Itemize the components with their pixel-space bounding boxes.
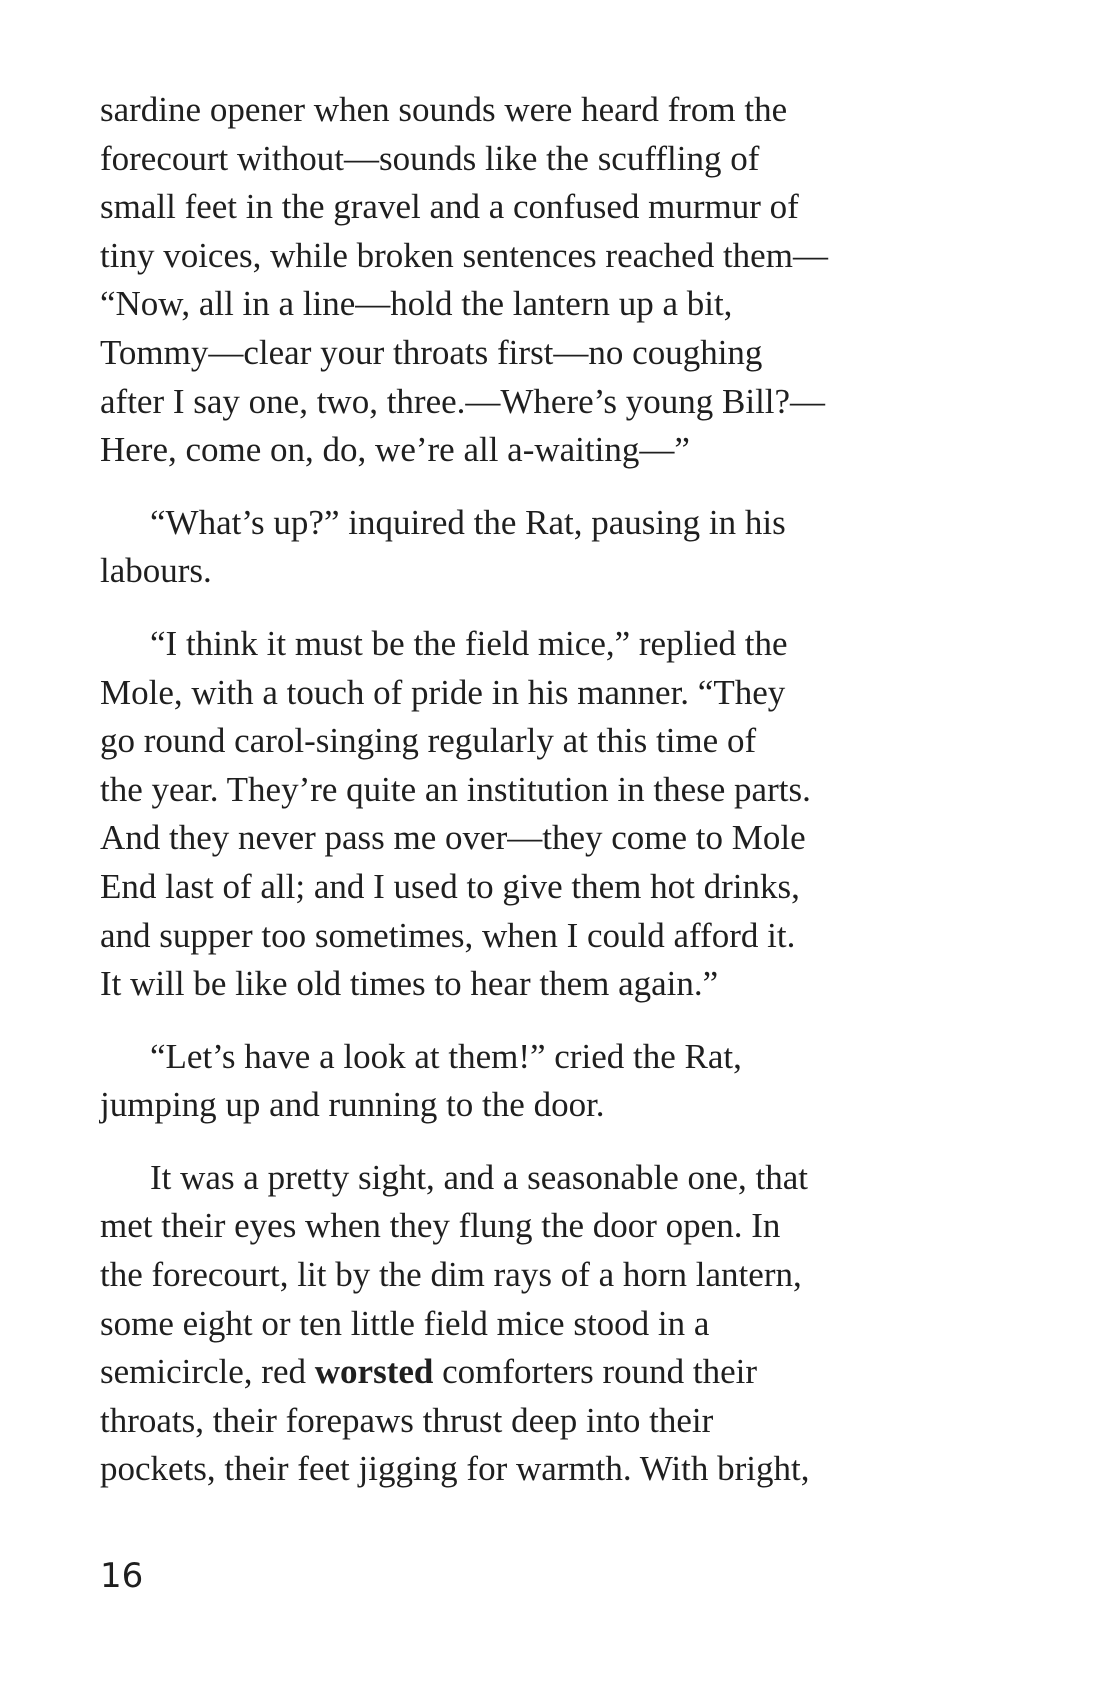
text-line: End last of all; and I used to give them hot drinks,: [100, 866, 800, 906]
text-line: “What’s up?” inquired the Rat, pausing in his: [150, 502, 786, 542]
paragraph-4: [100, 1033, 1020, 1130]
text-line: forecourt without—sounds like the scuffling of: [100, 138, 760, 178]
text-line: tiny voices, while broken sentences reached them—: [100, 235, 828, 275]
text-line: Tommy—clear your throats first—no coughing: [100, 332, 763, 372]
text-line: pockets, their feet jigging for warmth. With bright,: [100, 1449, 810, 1489]
text-line: Here, come on, do, we’re all a-waiting—”: [100, 430, 690, 470]
text-line: And they never pass me over—they come to Mole: [100, 818, 806, 858]
paragraph-3: [100, 620, 1020, 1009]
text-line: some eight or ten little field mice stood in a: [100, 1303, 710, 1343]
text-segment: semicircle, red: [100, 1352, 315, 1392]
text-line: and supper too sometimes, when I could afford it.: [100, 915, 796, 955]
body-text: [100, 86, 1020, 1518]
text-segment: comforters round their: [433, 1352, 758, 1392]
text-line: go round carol-singing regularly at this time of: [100, 721, 757, 761]
text-line: met their eyes when they flung the door open. In: [100, 1206, 781, 1246]
paragraph-1: [100, 86, 1020, 475]
text-line: sardine opener when sounds were heard from the: [100, 90, 788, 129]
text-line: small feet in the gravel and a confused murmur of: [100, 187, 799, 227]
text-line: It was a pretty sight, and a seasonable one, that: [150, 1157, 808, 1197]
text-line: jumping up and running to the door.: [100, 1085, 605, 1125]
page-number: 16: [100, 1556, 144, 1596]
paragraph-5: [100, 1154, 1020, 1494]
text-line: Mole, with a touch of pride in his manner. “They: [100, 672, 786, 712]
text-line: throats, their forepaws thrust deep into their: [100, 1400, 714, 1440]
text-line: “Now, all in a line—hold the lantern up a bit,: [100, 284, 733, 324]
text-line: labours.: [100, 551, 212, 591]
paragraph-2: [100, 499, 1020, 596]
vocabulary-word: worsted: [314, 1352, 434, 1392]
text-line-with-vocabulary: [100, 1348, 1020, 1397]
text-line: “I think it must be the field mice,” replied the: [150, 623, 788, 663]
text-line: the year. They’re quite an institution in these parts.: [100, 769, 811, 809]
text-line: “Let’s have a look at them!” cried the Rat,: [150, 1036, 742, 1076]
text-line: after I say one, two, three.—Where’s young Bill?—: [100, 381, 826, 421]
text-line: the forecourt, lit by the dim rays of a horn lantern,: [100, 1255, 802, 1295]
text-line: It will be like old times to hear them again.”: [100, 964, 719, 1004]
